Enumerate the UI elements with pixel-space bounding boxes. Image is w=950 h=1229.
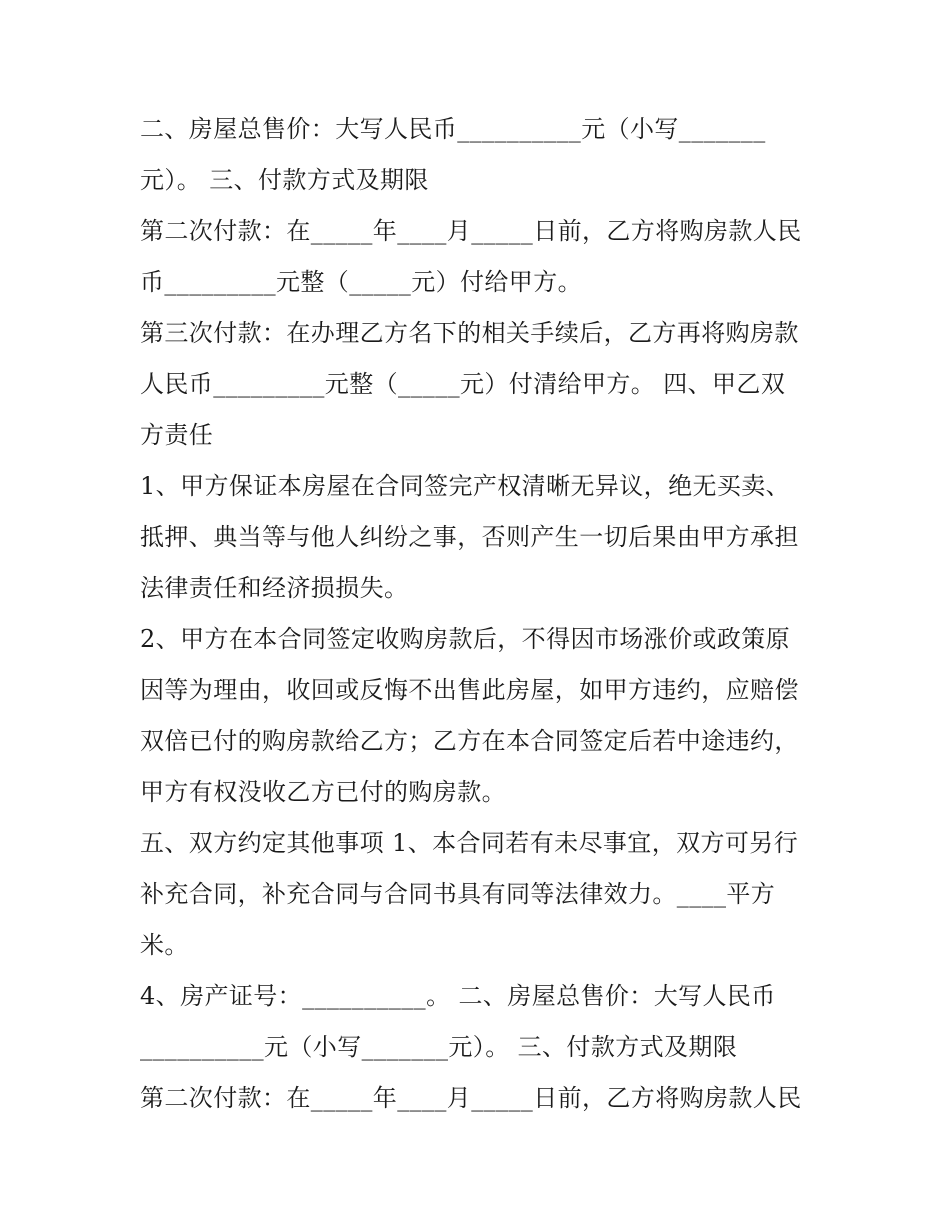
- text-line: 币_________元整（_____元）付给甲方。: [140, 268, 582, 296]
- text-line: 元）。 三、付款方式及期限: [140, 166, 429, 194]
- text-line: 抵押、典当等与他人纠纷之事，否则产生一切后果由甲方承担: [140, 523, 799, 551]
- text-line: 方责任: [140, 421, 214, 449]
- text-line: 米。: [140, 931, 189, 959]
- text-line: 第二次付款：在_____年____月_____日前，乙方将购房款人民: [140, 217, 802, 245]
- text-line: 五、双方约定其他事项 1、本合同若有未尽事宜，双方可另行: [140, 829, 799, 857]
- text-line: __________元（小写_______元）。 三、付款方式及期限: [140, 1033, 738, 1061]
- text-line: 因等为理由，收回或反悔不出售此房屋，如甲方违约，应赔偿: [140, 676, 799, 704]
- text-line: 法律责任和经济损损失。: [140, 574, 409, 602]
- text-line: 第三次付款：在办理乙方名下的相关手续后，乙方再将购房款: [140, 319, 799, 347]
- text-line: 人民币_________元整（_____元）付清给甲方。 四、甲乙双: [140, 370, 786, 398]
- text-line: 双倍已付的购房款给乙方；乙方在本合同签定后若中途违约，: [140, 727, 799, 755]
- text-line: 第二次付款：在_____年____月_____日前，乙方将购房款人民: [140, 1084, 802, 1112]
- text-line: 1、甲方保证本房屋在合同签完产权清晰无异议，绝无买卖、: [140, 472, 791, 500]
- contract-text: [140, 104, 820, 1124]
- text-line: 二、房屋总售价：大写人民币__________元（小写_______: [140, 115, 766, 143]
- text-line: 补充合同，补充合同与合同书具有同等法律效力。____平方: [140, 880, 776, 908]
- text-line: 4、房产证号：__________。 二、房屋总售价：大写人民币: [140, 982, 776, 1010]
- text-line: 甲方有权没收乙方已付的购房款。: [140, 778, 506, 806]
- text-line: 2、甲方在本合同签定收购房款后，不得因市场涨价或政策原: [140, 625, 791, 653]
